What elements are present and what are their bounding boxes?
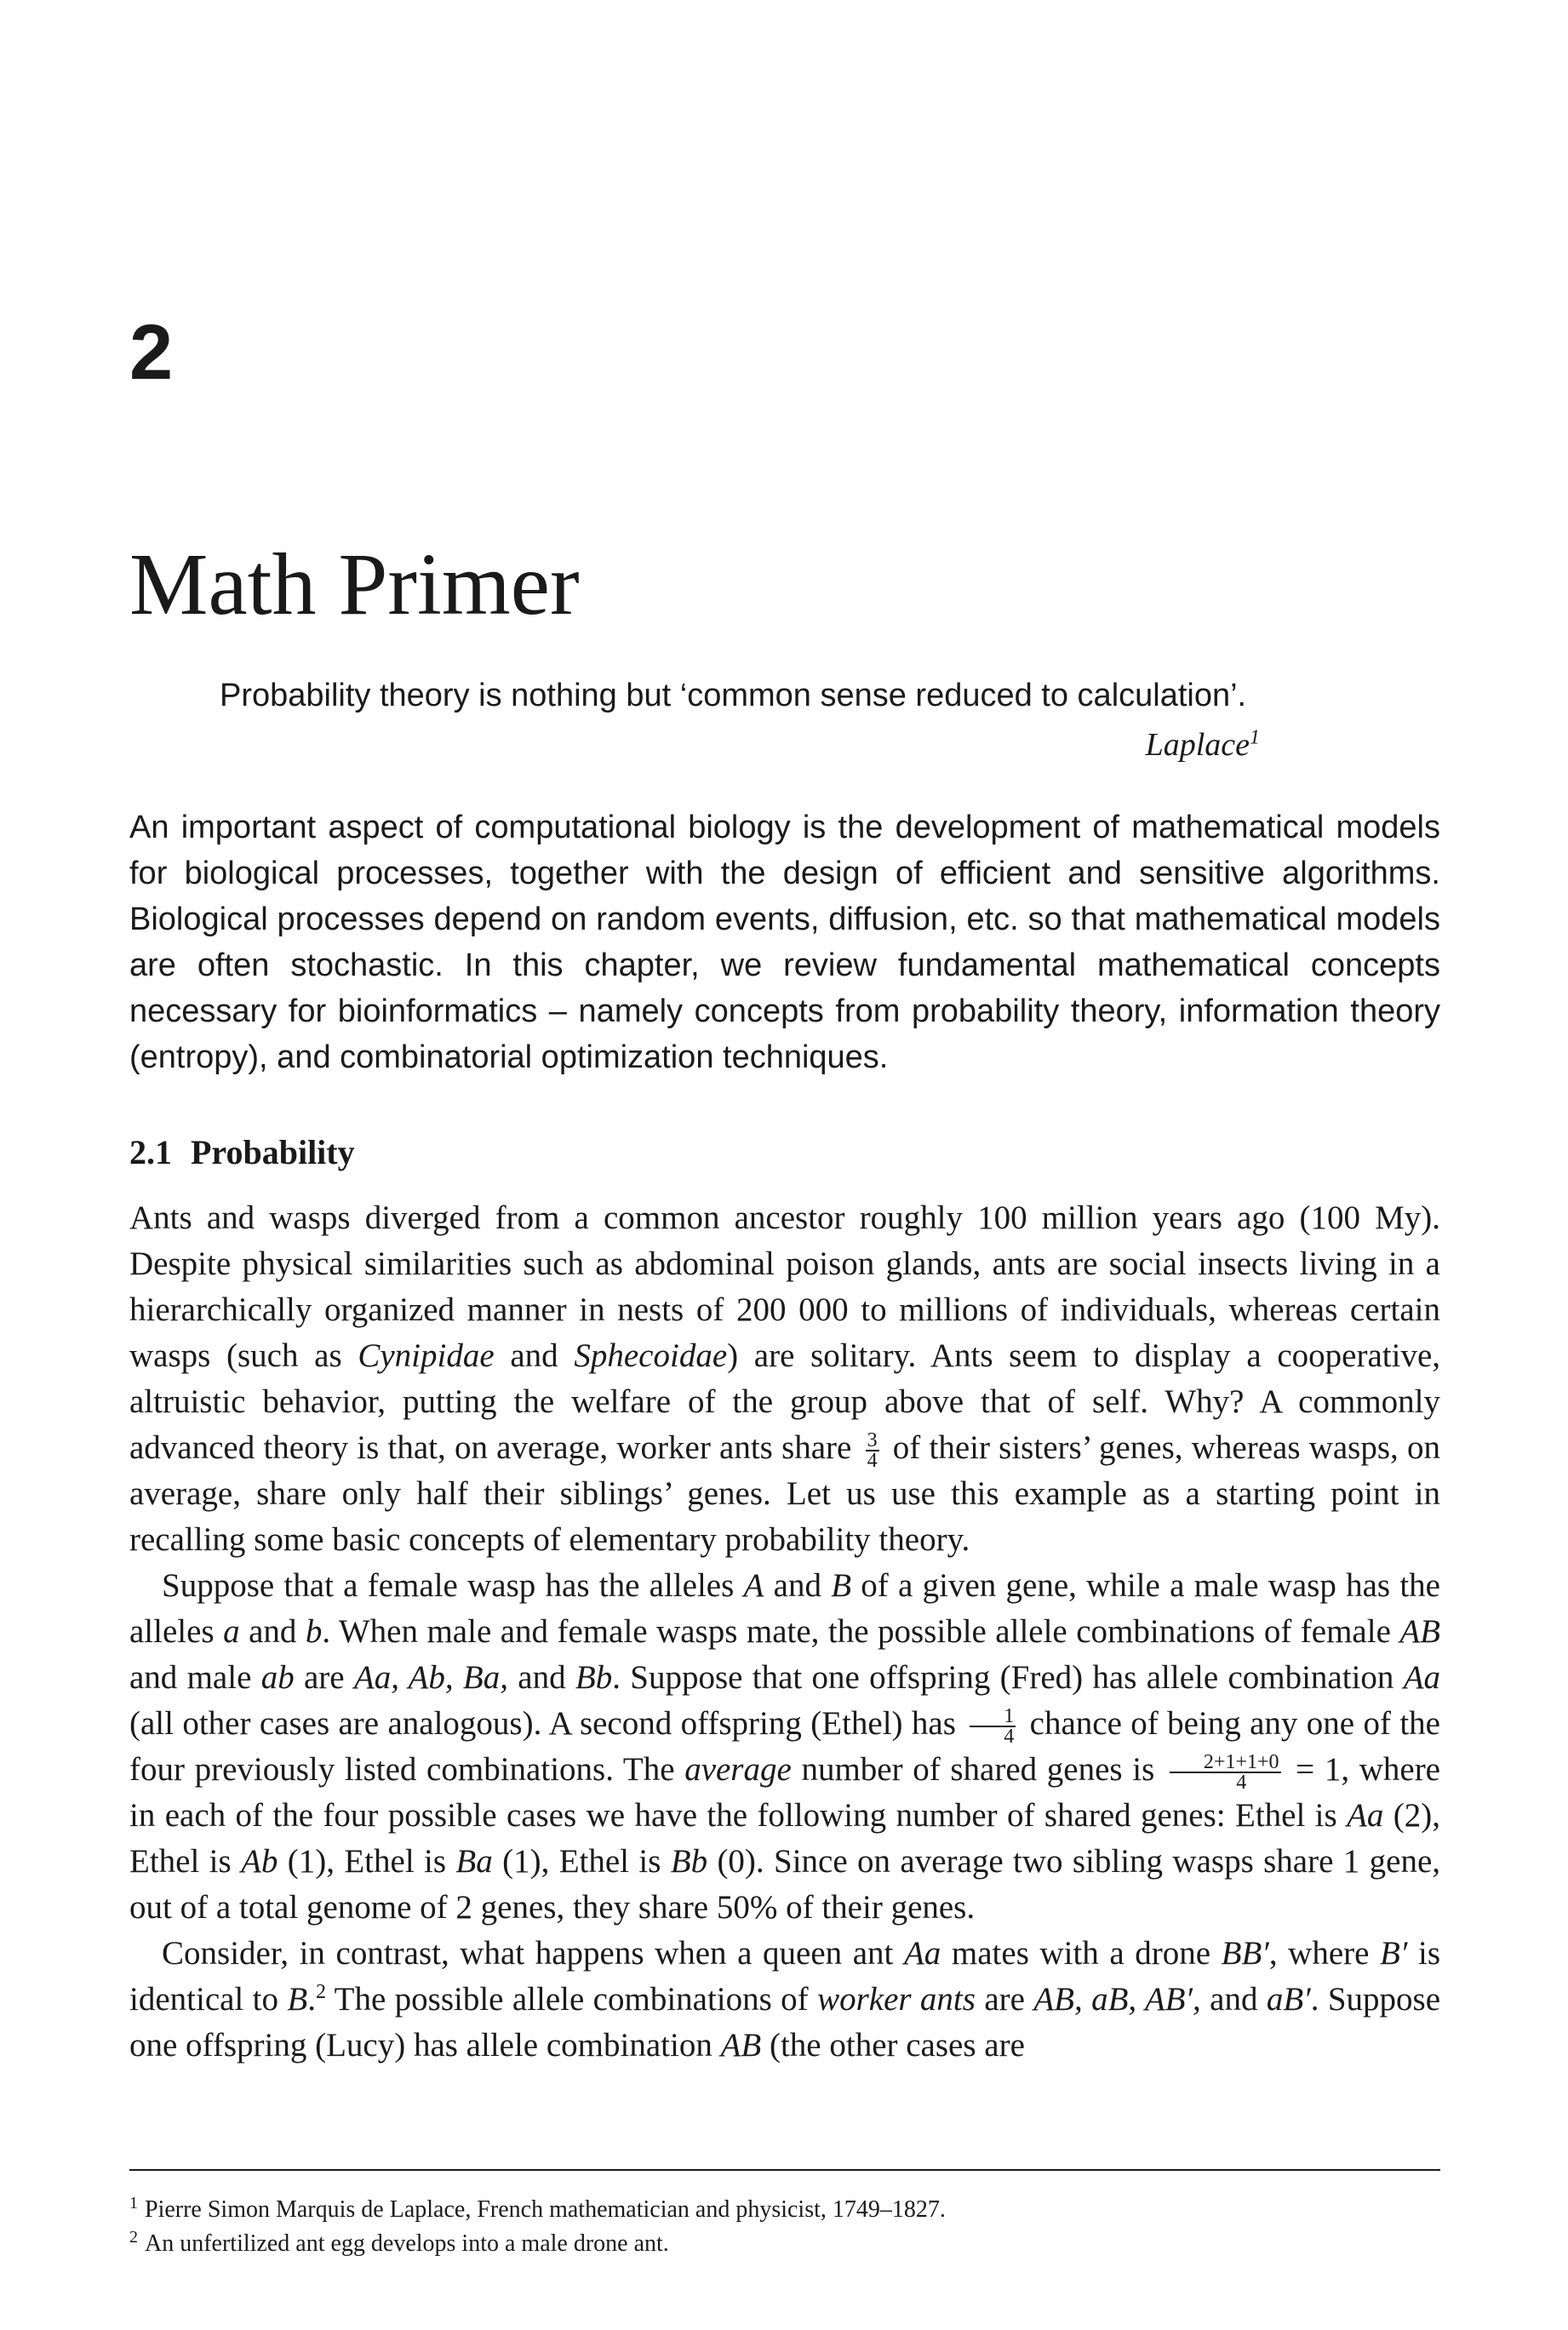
fraction-numerator: 2+1+1+0	[1170, 1753, 1281, 1773]
math-var: Bb	[575, 1659, 613, 1696]
footnote-number: 1	[129, 2193, 138, 2213]
fraction-denominator: 4	[867, 1450, 878, 1473]
epigraph-attribution	[220, 722, 1260, 768]
section-title: Probability	[191, 1133, 355, 1171]
math-var: ab	[260, 1659, 295, 1696]
text-run: number of shared genes is	[791, 1751, 1165, 1788]
text-run: Consider, in contrast, what happens when a queen ant	[162, 1935, 904, 1972]
text-run: of their sisters’ genes, whereas wasps, on average, share only half their siblings’ genes. Let us use this example as a starting point in recalling some basic concepts of elementary probability theory.	[129, 1429, 1441, 1558]
section-number: 2.1	[129, 1133, 172, 1171]
text-run: (2), Ethel is	[129, 1797, 1440, 1880]
text-run: mates with a drone	[941, 1935, 1222, 1972]
epigraph	[220, 673, 1260, 768]
text-run: and male	[129, 1659, 261, 1696]
text-run: (0). Since on average two sibling wasps share 1 gene, out of a total genome of 2 genes, they share 50% of their genes.	[129, 1843, 1441, 1926]
text-run: of a given gene, while a male wasp has the alleles	[129, 1567, 1440, 1650]
footnote-2	[129, 2227, 1440, 2261]
text-run: Ants and wasps diverged from a common ancestor roughly 100 million years ago (100 My). Despite physical similarities such as abdominal poison glands, ants are social insects living in a hierarchically organized manner in nests of 200 000 to millions of individuals, whereas certain wasps (such as	[129, 1199, 1440, 1374]
text-run: (1), Ethel is	[492, 1843, 671, 1880]
text-run: . Suppose that one offspring (Fred) has allele combination	[612, 1659, 1404, 1696]
text-run: and	[494, 1337, 575, 1374]
text-run: and	[239, 1613, 306, 1650]
footnote-divider	[129, 2169, 1440, 2171]
text-run: and	[764, 1567, 832, 1604]
math-var: AB	[1399, 1613, 1441, 1650]
math-var: a	[223, 1613, 240, 1650]
emphasis: worker ants	[817, 1981, 976, 2018]
fraction-one-quarter	[970, 1705, 1016, 1749]
epigraph-author: Laplace	[1145, 727, 1250, 763]
chapter-number: 2	[129, 309, 174, 396]
text-run: is identical to	[129, 1935, 1441, 2018]
text-run: chance of being any one of the four previously listed combinations. The	[129, 1705, 1440, 1788]
math-var: B′	[1380, 1935, 1408, 1972]
text-run: (the other cases are	[761, 2027, 1025, 2064]
text-run: . When male and female wasps mate, the possible allele combinations of female	[322, 1613, 1400, 1650]
chapter-title: Math Primer	[129, 535, 580, 633]
paragraph-3	[129, 1931, 1440, 2069]
epigraph-quote: Probability theory is nothing but ‘common sense reduced to calculation’.	[220, 678, 1247, 713]
text-run: . Suppose one offspring (Lucy) has allele combination	[129, 1981, 1441, 2064]
math-var: Ab	[241, 1843, 278, 1880]
text-run: and	[1200, 1981, 1267, 2018]
fraction-three-quarters	[866, 1429, 879, 1473]
text-run: are	[294, 1659, 354, 1696]
intro-paragraph: An important aspect of computational biology is the development of mathematical models for biological processes, together with the design of efficient and sensitive algorithms. Biological processes depend on random events, diffusion, etc. so that mathematical models are often stochastic. In this chapter, we review fundamental mathematical concepts necessary for bioinformatics – namely concepts from probability theory, information theory (entropy), and combinatorial optimization techniques.	[129, 810, 1440, 1075]
footnotes	[129, 2193, 1440, 2261]
math-var: A	[743, 1567, 764, 1604]
text-run: The possible allele combinations of	[325, 1981, 818, 2018]
math-var: B	[287, 1981, 308, 2018]
footnote-text: An unfertilized ant egg develops into a male drone ant.	[145, 2230, 669, 2257]
emphasis: average	[684, 1751, 792, 1788]
fraction-numerator: 1	[970, 1707, 1016, 1727]
footnote-marker: 1	[1250, 726, 1260, 749]
footnote-text: Pierre Simon Marquis de Laplace, French mathematician and physicist, 1749–1827.	[145, 2196, 946, 2223]
math-var: aB′	[1266, 1981, 1311, 2018]
math-var: AB	[720, 2027, 762, 2064]
math-var: Aa	[1403, 1659, 1441, 1696]
text-run: Suppose that a female wasp has the alleles	[162, 1567, 744, 1604]
fraction-denominator: 4	[1004, 1726, 1015, 1749]
math-var: Ba	[455, 1843, 493, 1880]
math-var: BB′	[1221, 1935, 1269, 1972]
math-var: B	[831, 1567, 852, 1604]
math-var: b	[305, 1613, 323, 1650]
footnote-marker: 2	[315, 1981, 326, 2003]
fraction-numerator: 3	[867, 1429, 878, 1452]
fraction-average	[1170, 1751, 1281, 1795]
math-var: Aa	[1347, 1797, 1384, 1834]
math-var: AB, aB, AB′,	[1033, 1981, 1201, 2018]
taxon-name: Sphecoidae	[574, 1337, 728, 1374]
text-run: (1), Ethel is	[278, 1843, 456, 1880]
section-heading	[129, 1132, 355, 1172]
paragraph-2	[129, 1563, 1440, 1931]
text-run: and	[508, 1659, 575, 1696]
fraction-denominator: 4	[1236, 1772, 1247, 1795]
footnote-number: 2	[129, 2227, 138, 2247]
text-run: , where	[1268, 1935, 1381, 1972]
math-var: Aa, Ab, Ba,	[353, 1659, 508, 1696]
math-var: Bb	[670, 1843, 708, 1880]
text-run: .	[307, 1981, 316, 2018]
text-run: are	[975, 1981, 1034, 2018]
text-run: = 1, where in each of the four possible cases we have the following number of shared genes: Ethel is	[129, 1751, 1440, 1834]
section-body	[129, 1195, 1440, 2069]
math-var: Aa	[903, 1935, 941, 1972]
text-run: (all other cases are analogous). A second offspring (Ethel) has	[129, 1705, 965, 1742]
footnote-1	[129, 2193, 1440, 2227]
text-run: ) are solitary. Ants seem to display a cooperative, altruistic behavior, putting the welfare of the group above that of self. Why? A commonly advanced theory is that, on average, worker ants share	[129, 1337, 1441, 1466]
taxon-name: Cynipidae	[358, 1337, 495, 1374]
paragraph-1	[129, 1195, 1440, 1563]
